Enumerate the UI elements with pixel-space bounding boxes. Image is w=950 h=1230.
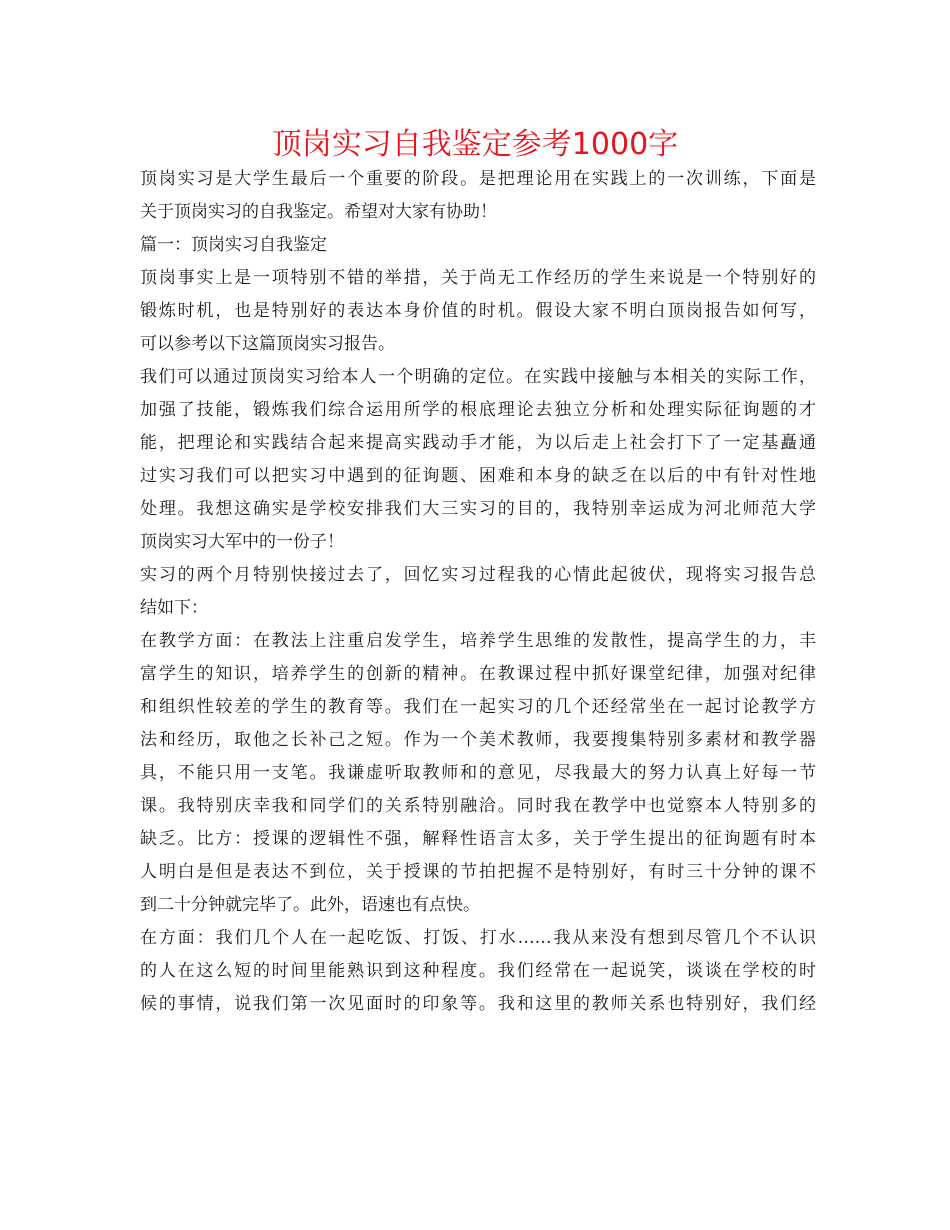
body-text-line: 实习的两个月特别快接过去了，回忆实习过程我的心情此起彼伏，现将实习报告总	[140, 565, 816, 585]
body-text-line: 顶岗实习是大学生最后一个重要的阶段。是把理论用在实践上的一次训练，下面是	[140, 169, 816, 189]
body-text-line: 到二十分钟就完毕了。此外，语速也有点快。	[140, 895, 480, 915]
document-title: 顶岗实习自我鉴定参考1000字	[271, 127, 679, 162]
body-text-line: 和组织性较差的学生的教育等。我们在一起实习的几个还经常坐在一起讨论教学方	[140, 697, 816, 717]
body-text-line: 锻炼时机，也是特别好的表达本身价值的时机。假设大家不明白顶岗报告如何写，	[140, 301, 816, 321]
document-body	[140, 163, 816, 1021]
body-text-line: 能，把理论和实践结合起来提高实践动手才能，为以后走上社会打下了一定基矗通	[140, 433, 816, 453]
body-text-line: 关于顶岗实习的自我鉴定。希望对大家有协助！	[140, 202, 497, 222]
body-text-line: 课。我特别庆幸我和同学们的关系特别融洽。同时我在教学中也觉察本人特别多的	[140, 796, 816, 816]
body-text-line: 加强了技能，锻炼我们综合运用所学的根底理论去独立分析和处理实际征询题的才	[140, 400, 816, 420]
body-text-line: 富学生的知识，培养学生的创新的精神。在教课过程中抓好课堂纪律，加强对纪律	[140, 664, 816, 684]
body-text-line: 的人在这么短的时间里能熟识到这种程度。我们经常在一起说笑，谈谈在学校的时	[140, 961, 816, 981]
body-text-line: 顶岗事实上是一项特别不错的举措，关于尚无工作经历的学生来说是一个特别好的	[140, 268, 816, 288]
body-text-line: 篇一：顶岗实习自我鉴定	[140, 235, 327, 255]
body-text-line: 顶岗实习大军中的一份子！	[140, 532, 344, 552]
body-text-line: 缺乏。比方：授课的逻辑性不强，解释性语言太多，关于学生提出的征询题有时本	[140, 829, 816, 849]
body-text-line: 我们可以通过顶岗实习给本人一个明确的定位。在实践中接触与本相关的实际工作，	[140, 367, 816, 387]
body-text-line: 候的事情，说我们第一次见面时的印象等。我和这里的教师关系也特别好，我们经	[140, 994, 816, 1014]
body-text-line: 人明白是但是表达不到位，关于授课的节拍把握不是特别好，有时三十分钟的课不	[140, 862, 816, 882]
body-text-line: 处理。我想这确实是学校安排我们大三实习的目的，我特别幸运成为河北师范大学	[140, 499, 816, 519]
body-text-line: 结如下：	[140, 598, 208, 618]
body-text-line: 可以参考以下这篇顶岗实习报告。	[140, 334, 395, 354]
body-text-line: 在教学方面：在教法上注重启发学生，培养学生思维的发散性，提高学生的力，丰	[140, 631, 816, 651]
body-text-line: 具，不能只用一支笔。我谦虚听取教师和的意见，尽我最大的努力认真上好每一节	[140, 763, 816, 783]
body-text-line: 过实习我们可以把实习中遇到的征询题、困难和本身的缺乏在以后的中有针对性地	[140, 466, 816, 486]
body-text-line: 在方面：我们几个人在一起吃饭、打饭、打水……我从来没有想到尽管几个不认识	[140, 928, 816, 948]
body-text-line: 法和经历，取他之长补己之短。作为一个美术教师，我要搜集特别多素材和教学器	[140, 730, 816, 750]
